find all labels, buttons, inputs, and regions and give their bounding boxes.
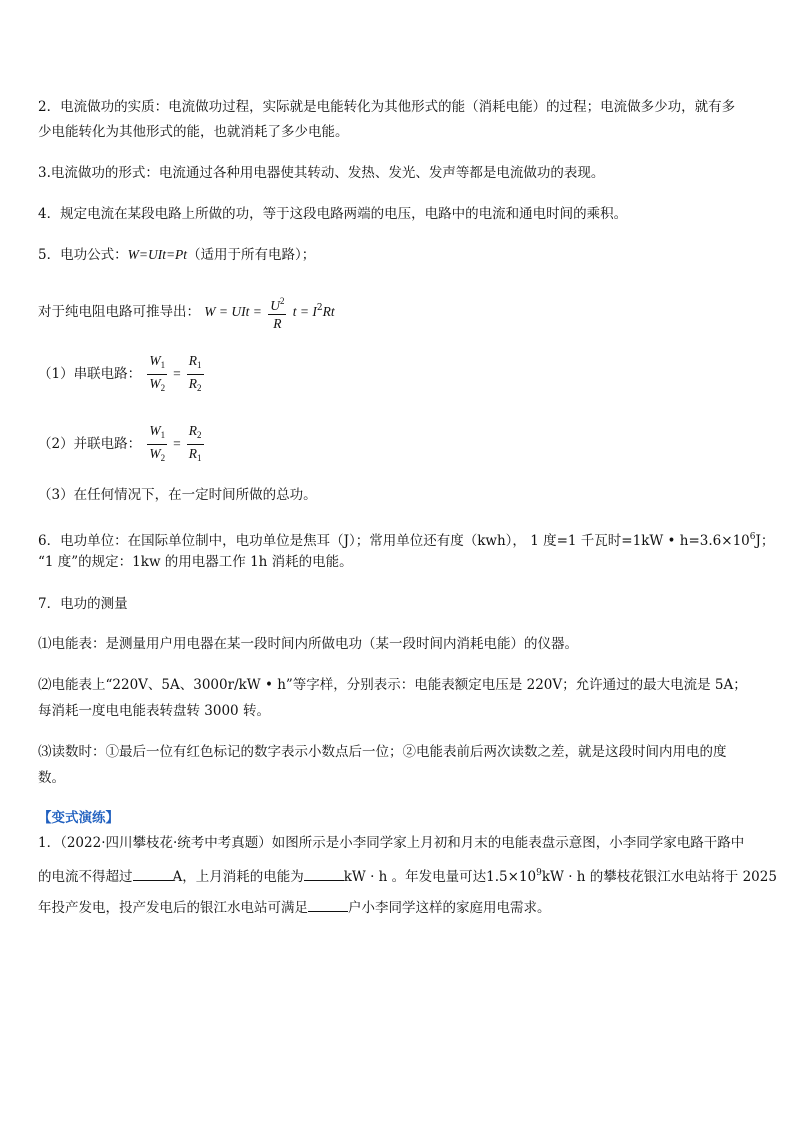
equals-sign: = [173,366,181,381]
paragraph-4: 4．规定电流在某段电路上所做的功，等于这段电路两端的电压，电路中的电流和通电时间的乘积。 [38,206,628,222]
pure-resistance-label: 对于纯电阻电路可推导出： [38,304,200,320]
exponent: 9 [536,868,542,878]
pure-resistance-formula [38,288,335,332]
subscript: 2 [197,430,202,440]
formula-tail-1: t = I [292,304,317,319]
numerator-exponent: 2 [279,296,285,306]
answer-blank-households[interactable] [308,897,348,912]
unit-exponent: 6 [749,532,756,542]
series-w-fraction [147,352,167,397]
unit-text: 6．电功单位：在国际单位制中，电功单位是焦耳（J）；常用单位还有度（kwh）， 1 度=1 千瓦时=1kW • h=3.6×10 [38,533,750,549]
series-label: （1）串联电路： [38,366,142,382]
subscript: 1 [160,430,166,440]
formula-tail-2: Rt [322,304,335,319]
equals-sign: = [173,436,181,451]
paragraph-6-line-2: “1 度”的规定：1kw 的用电器工作 1h 消耗的电能。 [38,554,353,570]
question-text: kW · h 。年发电量可达1.5×10 [343,869,537,885]
subscript: 2 [160,453,166,463]
question-text: 的电流不得超过 [38,869,133,885]
total-work-note: （3）在任何情况下，在一定时间所做的总功。 [38,487,317,503]
paragraph-7-heading: 7．电功的测量 [38,596,128,612]
work-formula: W=UIt=Pt [127,247,188,262]
question-1-line-3 [38,897,551,918]
measurement-item-2-line-2: 每消耗一度电电能表转盘转 3000 转。 [38,703,270,719]
subscript: 1 [197,453,202,463]
series-circuit-ratio [38,352,206,397]
measurement-item-1: ⑴电能表：是测量用户用电器在某一段时间内所做电功（某一段时间内消耗电能）的仪器。 [38,636,578,652]
current-exponent: 2 [316,303,323,313]
answer-blank-current[interactable] [133,866,173,881]
fraction-denominator: R [273,316,282,331]
question-1-line-2 [38,863,777,887]
question-text: 户小李同学这样的家庭用电需求。 [348,900,551,916]
fraction-u-squared-over-r [268,293,286,332]
w-symbol: W [149,353,161,368]
formula-lhs: W = UIt = [204,304,262,319]
measurement-item-3-line-2: 数。 [38,770,65,786]
measurement-item-3-line-1: ⑶读数时：①最后一位有红色标记的数字表示小数点后一位；②电能表前后两次读数之差，就是这段时间内用电的度 [38,744,727,760]
w-symbol: W [149,423,161,438]
paragraph-5-prefix: 5．电功公式： [38,247,128,263]
measurement-item-2-line-1: ⑵电能表上“220V、5A、3000r/kW • h”等字样，分别表示：电能表额定电压是 220V；允许通过的最大电流是 5A； [38,677,747,693]
paragraph-2-line-1: 2．电流做功的实质：电流做功过程，实际就是电能转化为其他形式的能（消耗电能）的过程；电流做多少功，就有多 [38,99,736,115]
practice-heading: 【变式演练】 [38,810,119,826]
w-symbol: W [149,376,161,391]
question-1-line-1: 1．（2022·四川攀枝花·统考中考真题）如图所示是小李同学家上月初和月末的电能表盘示意图，小李同学家电路干路中 [38,835,745,851]
subscript: 2 [160,383,166,393]
paragraph-2-line-2: 少电能转化为其他形式的能，也就消耗了多少电能。 [38,124,349,140]
subscript: 1 [197,360,202,370]
question-text: kW · h 的攀枝花银江水电站将于 2025 [541,869,777,885]
w-symbol: W [149,446,161,461]
subscript: 1 [160,360,166,370]
paragraph-6-line-1 [38,527,774,551]
unit-text-end: J； [755,533,775,549]
question-text: A，上月消耗的电能为 [172,869,304,885]
parallel-label: （2）并联电路： [38,436,142,452]
r-symbol: R [188,423,198,438]
paragraph-5-suffix: （适用于所有电路）； [187,247,316,263]
parallel-w-fraction [147,422,167,467]
series-r-fraction [187,352,204,397]
parallel-r-fraction [187,422,204,467]
parallel-circuit-ratio [38,422,206,467]
fraction-numerator: U [270,298,280,313]
question-text: 年投产发电，投产发电后的银江水电站可满足 [38,900,308,916]
subscript: 2 [197,383,202,393]
r-symbol: R [188,353,198,368]
paragraph-5 [38,245,315,265]
r-symbol: R [188,446,198,461]
paragraph-3: 3.电流做功的形式：电流通过各种用电器使其转动、发热、发光、发声等都是电流做功的表现。 [38,165,605,181]
r-symbol: R [188,376,198,391]
answer-blank-energy[interactable] [304,866,344,881]
